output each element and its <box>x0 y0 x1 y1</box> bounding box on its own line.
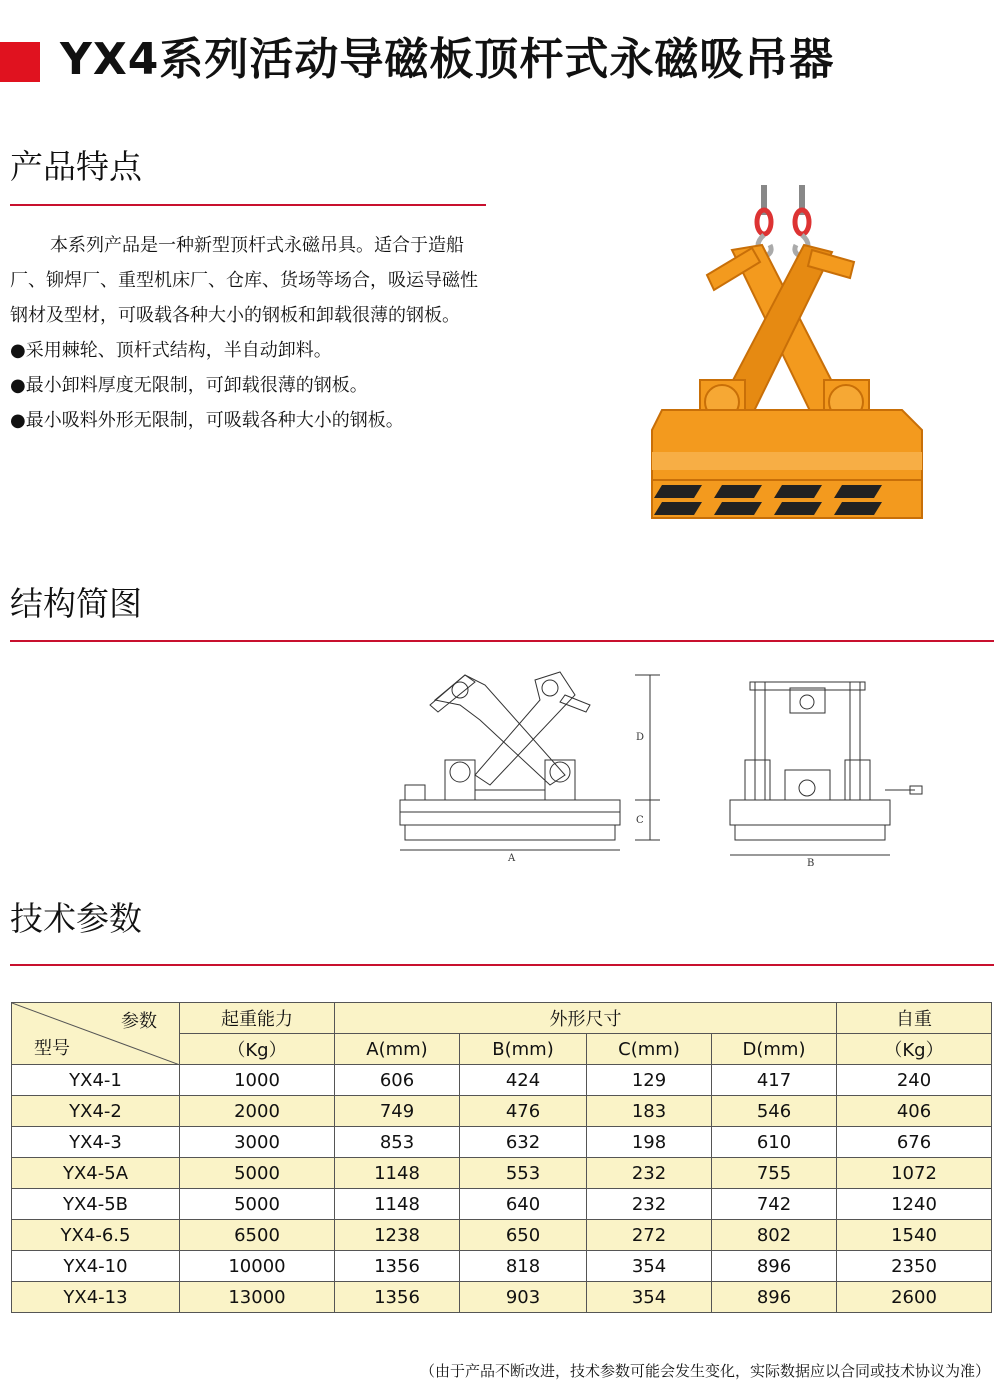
front-view <box>400 672 660 850</box>
table-row <box>12 1189 992 1220</box>
header-b: B(mm) <box>460 1034 587 1065</box>
cell-a: 1148 <box>335 1189 460 1220</box>
cell-model: YX4-10 <box>12 1251 180 1282</box>
product-photo <box>632 180 932 525</box>
cell-b: 818 <box>460 1251 587 1282</box>
cell-d: 896 <box>712 1251 837 1282</box>
cell-c: 129 <box>587 1065 712 1096</box>
cell-d: 755 <box>712 1158 837 1189</box>
dim-label-b: B <box>807 858 815 869</box>
cell-capacity: 10000 <box>180 1251 335 1282</box>
header-weight-unit: （Kg） <box>837 1034 992 1065</box>
table-row <box>12 1158 992 1189</box>
side-view <box>730 682 922 855</box>
cell-a: 1356 <box>335 1251 460 1282</box>
cell-d: 802 <box>712 1220 837 1251</box>
cell-b: 903 <box>460 1282 587 1313</box>
cell-c: 232 <box>587 1189 712 1220</box>
header-dimensions: 外形尺寸 <box>335 1003 837 1034</box>
cell-model: YX4-3 <box>12 1127 180 1158</box>
cell-a: 606 <box>335 1065 460 1096</box>
feature-item: ●最小卸料厚度无限制，可卸载很薄的钢板。 <box>10 375 368 396</box>
structure-divider <box>10 640 994 642</box>
cell-model: YX4-5A <box>12 1158 180 1189</box>
spec-table <box>11 1002 992 1313</box>
structure-heading: 结构简图 <box>10 584 142 623</box>
specs-heading: 技术参数 <box>10 899 142 938</box>
cell-c: 354 <box>587 1282 712 1313</box>
cell-d: 610 <box>712 1127 837 1158</box>
cell-c: 183 <box>587 1096 712 1127</box>
cell-weight: 1540 <box>837 1220 992 1251</box>
cell-a: 1356 <box>335 1282 460 1313</box>
cell-weight: 1240 <box>837 1189 992 1220</box>
features-intro: 本系列产品是一种新型顶杆式永磁吊具。适合于造船厂、铆焊厂、重型机床厂、仓库、货场等场合，吸运导磁性钢材及型材，可吸载各种大小的钢板和卸载很薄的钢板。 <box>10 235 478 326</box>
cell-d: 546 <box>712 1096 837 1127</box>
cell-capacity: 3000 <box>180 1127 335 1158</box>
cell-a: 853 <box>335 1127 460 1158</box>
cell-weight: 240 <box>837 1065 992 1096</box>
title-bar <box>0 30 1000 90</box>
cell-b: 476 <box>460 1096 587 1127</box>
dim-label-c: C <box>636 815 644 826</box>
cell-a: 1238 <box>335 1220 460 1251</box>
table-row <box>12 1127 992 1158</box>
table-row <box>12 1065 992 1096</box>
table-row <box>12 1282 992 1313</box>
header-weight: 自重 <box>837 1003 992 1034</box>
header-a: A(mm) <box>335 1034 460 1065</box>
cell-d: 742 <box>712 1189 837 1220</box>
disclaimer-note: （由于产品不断改进，技术参数可能会发生变化，实际数据应以合同或技术协议为准） <box>419 1362 990 1380</box>
cell-model: YX4-6.5 <box>12 1220 180 1251</box>
dim-label-d: D <box>636 732 645 743</box>
header-d: D(mm) <box>712 1034 837 1065</box>
table-row <box>12 1251 992 1282</box>
cell-c: 354 <box>587 1251 712 1282</box>
cell-a: 749 <box>335 1096 460 1127</box>
cell-capacity: 6500 <box>180 1220 335 1251</box>
features-divider <box>10 204 486 206</box>
cell-model: YX4-2 <box>12 1096 180 1127</box>
cell-capacity: 1000 <box>180 1065 335 1096</box>
cell-capacity: 5000 <box>180 1189 335 1220</box>
header-model: 型号 <box>34 1038 70 1059</box>
specs-divider <box>10 964 994 966</box>
cell-weight: 676 <box>837 1127 992 1158</box>
header-param-model <box>12 1003 180 1065</box>
cell-capacity: 2000 <box>180 1096 335 1127</box>
structure-diagram <box>390 660 950 875</box>
feature-item: ●最小吸料外形无限制，可吸载各种大小的钢板。 <box>10 410 404 431</box>
features-heading: 产品特点 <box>10 147 142 186</box>
cell-capacity: 5000 <box>180 1158 335 1189</box>
header-param: 参数 <box>121 1011 157 1032</box>
title-square-icon <box>0 42 40 82</box>
cell-capacity: 13000 <box>180 1282 335 1313</box>
cell-b: 632 <box>460 1127 587 1158</box>
cell-model: YX4-13 <box>12 1282 180 1313</box>
cell-b: 640 <box>460 1189 587 1220</box>
features-text <box>10 228 490 438</box>
cell-b: 424 <box>460 1065 587 1096</box>
cell-c: 272 <box>587 1220 712 1251</box>
cell-d: 417 <box>712 1065 837 1096</box>
cell-weight: 406 <box>837 1096 992 1127</box>
cell-b: 650 <box>460 1220 587 1251</box>
feature-item: ●采用棘轮、顶杆式结构，半自动卸料。 <box>10 340 332 361</box>
cell-model: YX4-5B <box>12 1189 180 1220</box>
cell-weight: 1072 <box>837 1158 992 1189</box>
cell-c: 198 <box>587 1127 712 1158</box>
cell-weight: 2350 <box>837 1251 992 1282</box>
table-row <box>12 1096 992 1127</box>
header-capacity: 起重能力 <box>180 1003 335 1034</box>
header-c: C(mm) <box>587 1034 712 1065</box>
cell-weight: 2600 <box>837 1282 992 1313</box>
features-list <box>10 333 490 438</box>
dim-label-a: A <box>508 853 516 864</box>
page-title: YX4系列活动导磁板顶杆式永磁吸吊器 <box>60 34 835 85</box>
cell-a: 1148 <box>335 1158 460 1189</box>
table-row <box>12 1220 992 1251</box>
cell-b: 553 <box>460 1158 587 1189</box>
cell-c: 232 <box>587 1158 712 1189</box>
header-capacity-unit: （Kg） <box>180 1034 335 1065</box>
cell-d: 896 <box>712 1282 837 1313</box>
cell-model: YX4-1 <box>12 1065 180 1096</box>
